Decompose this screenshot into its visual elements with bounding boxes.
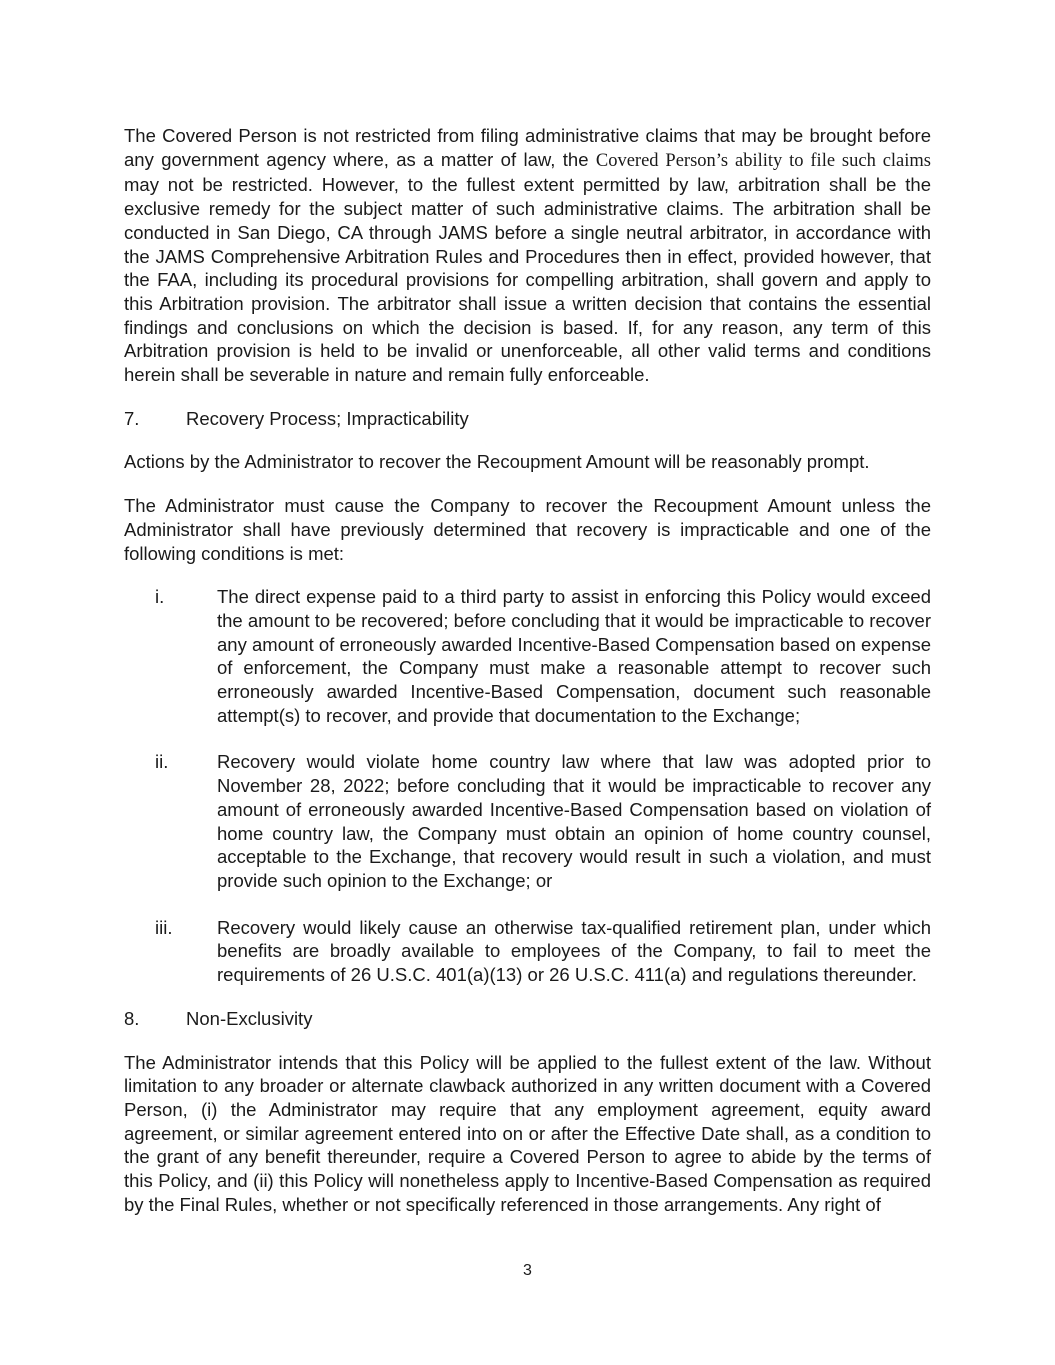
section-8-heading (124, 1007, 931, 1031)
list-item-text: Recovery would violate home country law where that law was adopted prior to November 28, 2022; before concluding that it would be impracticable to recover any amount of erroneously awarded Incentive-Based Compensation based on violation of home country law, the Company must obtain an opinion of home country counsel, acceptable to the Exchange, that recovery would result in such a violation, and must provide such opinion to the Exchange; or (217, 751, 931, 891)
arbitration-paragraph (124, 124, 931, 387)
section-7-heading (124, 407, 931, 431)
list-marker: i. (155, 586, 165, 608)
document-page (124, 124, 931, 1236)
list-item (155, 585, 931, 727)
section-number: 8. (124, 1007, 140, 1029)
section-7-paragraph-1: Actions by the Administrator to recover the Recoupment Amount will be reasonably prompt. (124, 451, 870, 473)
list-item (155, 750, 931, 892)
list-item (155, 916, 931, 987)
section-title: Non-Exclusivity (186, 1007, 313, 1029)
paragraph-text: The Covered Person is not restricted from filing administrative claims that may be brought before any government agency where, as a matter of law, the (124, 125, 931, 170)
paragraph-text: may not be restricted. However, to the fullest extent permitted by law, arbitration shall be the exclusive remedy for the subject matter of such administrative claims. The arbitration shall be conducted in San Diego, CA through JAMS before a single neutral arbitrator, in accordance with the JAMS Comprehensive Arbitration Rules and Procedures then in effect, provided however, that the FAA, including its procedural provisions for compelling arbitration, shall govern and apply to this Arbitration provision. The arbitrator shall issue a written decision that contains the essential findings and conclusions on which the decision is based. If, for any reason, any term of this Arbitration provision is held to be invalid or unenforceable, all other valid terms and conditions herein shall be severable in nature and remain fully enforceable. (124, 174, 931, 386)
list-item-text: Recovery would likely cause an otherwise tax-qualified retirement plan, under which benefits are broadly available to employees of the Company, to fail to meet the requirements of 26 U.S.C. 401(a)(13) or 26 U.S.C. 411(a) and regulations thereunder. (217, 916, 931, 986)
paragraph-text-serif: Covered Person’s ability to file such claims (595, 150, 931, 171)
list-marker: ii. (155, 751, 169, 773)
page-number: 3 (523, 1262, 532, 1279)
list-item-text: The direct expense paid to a third party to assist in enforcing this Policy would exceed the amount to be recovered; before concluding that it would be impracticable to recover any amount of erroneously awarded Incentive-Based Compensation based on expense of enforcement, the Company must make a reasonable attempt to recover such erroneously awarded Incentive-Based Compensation, document such reasonable attempt(s) to recover, and provide that documentation to the Exchange; (217, 586, 931, 726)
section-number: 7. (124, 407, 140, 429)
conditions-list (155, 585, 931, 987)
section-7-paragraph-2: The Administrator must cause the Company to recover the Recoupment Amount unless the Administrator shall have previously determined that recovery is impracticable and one of the following conditions is met: (124, 495, 931, 564)
section-title: Recovery Process; Impracticability (186, 407, 469, 429)
list-marker: iii. (155, 916, 173, 938)
section-8-paragraph-1: The Administrator intends that this Policy will be applied to the fullest extent of the law. Without limitation to any broader or alternate clawback authorized in any written document with a Covered Person, (i) the Administrator may require that any employment agreement, equity award agreement, or similar agreement entered into on or after the Effective Date shall, as a condition to the grant of any benefit thereunder, require a Covered Person to agree to abide by the terms of this Policy, and (ii) this Policy will nonetheless apply to Incentive-Based Compensation as required by the Final Rules, whether or not specifically referenced in those arrangements. Any right of (124, 1051, 931, 1215)
